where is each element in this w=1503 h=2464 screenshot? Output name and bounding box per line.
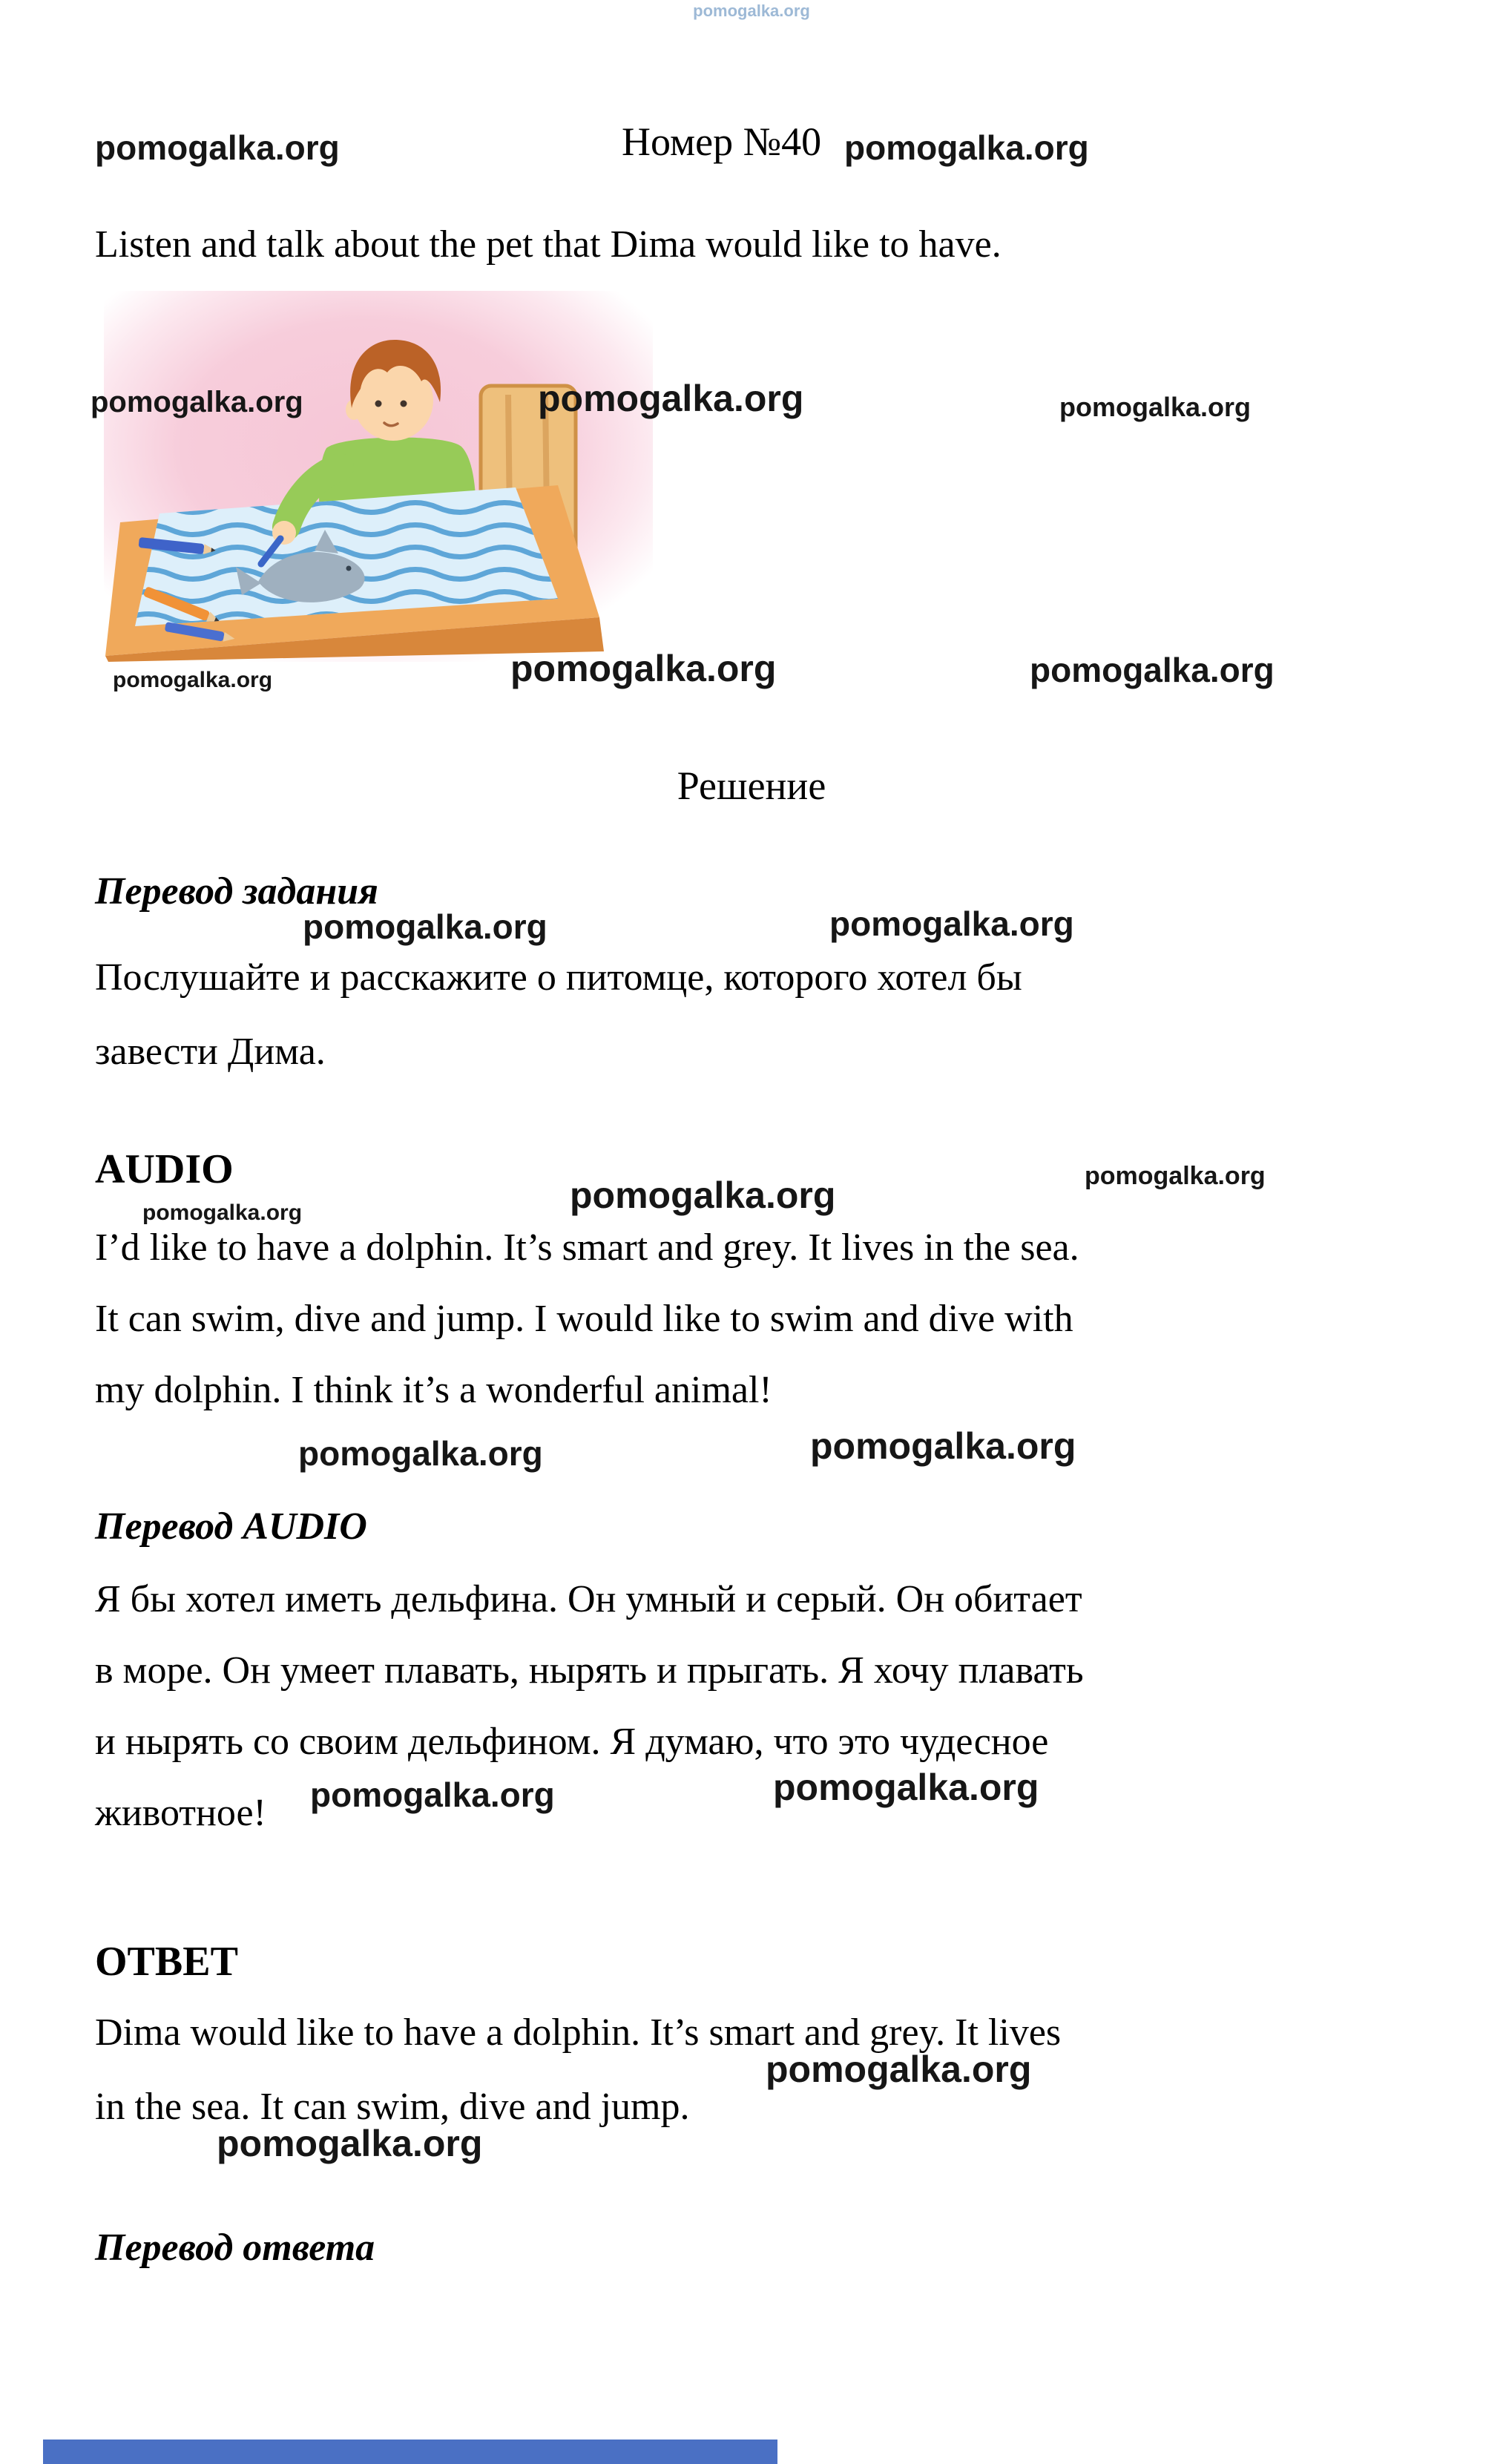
audio-line: my dolphin. I think it’s a wonderful animal! xyxy=(95,1369,772,1411)
watermark: pomogalka.org xyxy=(810,1425,1076,1467)
watermark: pomogalka.org xyxy=(298,1434,543,1473)
watermark: pomogalka.org xyxy=(829,904,1074,943)
solution-heading: Решение xyxy=(677,763,826,808)
watermark: pomogalka.org xyxy=(510,648,777,689)
audio-translation-line: в море. Он умеет плавать, нырять и прыгать. Я хочу плавать xyxy=(95,1649,1084,1692)
answer-heading: ОТВЕТ xyxy=(95,1939,238,1985)
watermark: pomogalka.org xyxy=(844,128,1089,167)
audio-translation-line: Я бы хотел иметь дельфина. Он умный и серый. Он обитает xyxy=(95,1578,1082,1620)
watermark: pomogalka.org xyxy=(91,386,303,418)
watermark: pomogalka.org xyxy=(310,1775,555,1814)
page-number-title: Номер №40 xyxy=(622,119,822,164)
audio-translation-line: и нырять со своим дельфином. Я думаю, что это чудесное xyxy=(95,1721,1049,1763)
watermark: pomogalka.org xyxy=(773,1767,1039,1808)
audio-translation-line: животное! xyxy=(95,1792,266,1834)
task-translation-line: завести Дима. xyxy=(95,1031,326,1073)
watermark: pomogalka.org xyxy=(113,668,273,692)
watermark: pomogalka.org xyxy=(1085,1162,1266,1190)
watermark: pomogalka.org xyxy=(570,1174,836,1216)
watermark: pomogalka.org xyxy=(1059,392,1252,422)
watermark: pomogalka.org xyxy=(142,1200,303,1225)
watermark: pomogalka.org xyxy=(303,907,547,946)
watermark: pomogalka.org xyxy=(766,2049,1032,2090)
watermark: pomogalka.org xyxy=(538,378,804,419)
watermark: pomogalka.org xyxy=(95,128,340,167)
boy-drawing-dolphin-image xyxy=(104,291,653,662)
illustration-boy-drawing xyxy=(104,291,653,662)
task-text: Listen and talk about the pet that Dima would like to have. xyxy=(95,223,1002,266)
watermark: pomogalka.org xyxy=(1030,651,1275,689)
watermark: pomogalka.org xyxy=(217,2123,483,2164)
answer-line: in the sea. It can swim, dive and jump. xyxy=(95,2086,690,2128)
watermark: pomogalka.org xyxy=(693,1,810,20)
answer-translation-heading: Перевод ответа xyxy=(95,2227,375,2269)
audio-heading: AUDIO xyxy=(95,1146,234,1192)
task-translation-line: Послушайте и расскажите о питомце, которого хотел бы xyxy=(95,956,1022,999)
audio-line: I’d like to have a dolphin. It’s smart and grey. It lives in the sea. xyxy=(95,1226,1079,1269)
audio-translation-heading: Перевод AUDIO xyxy=(95,1505,367,1548)
task-translation-heading: Перевод задания xyxy=(95,870,378,913)
bottom-blue-bar xyxy=(43,2440,777,2464)
audio-line: It can swim, dive and jump. I would like to swim and dive with xyxy=(95,1298,1073,1340)
answer-line: Dima would like to have a dolphin. It’s smart and grey. It lives xyxy=(95,2011,1062,2054)
